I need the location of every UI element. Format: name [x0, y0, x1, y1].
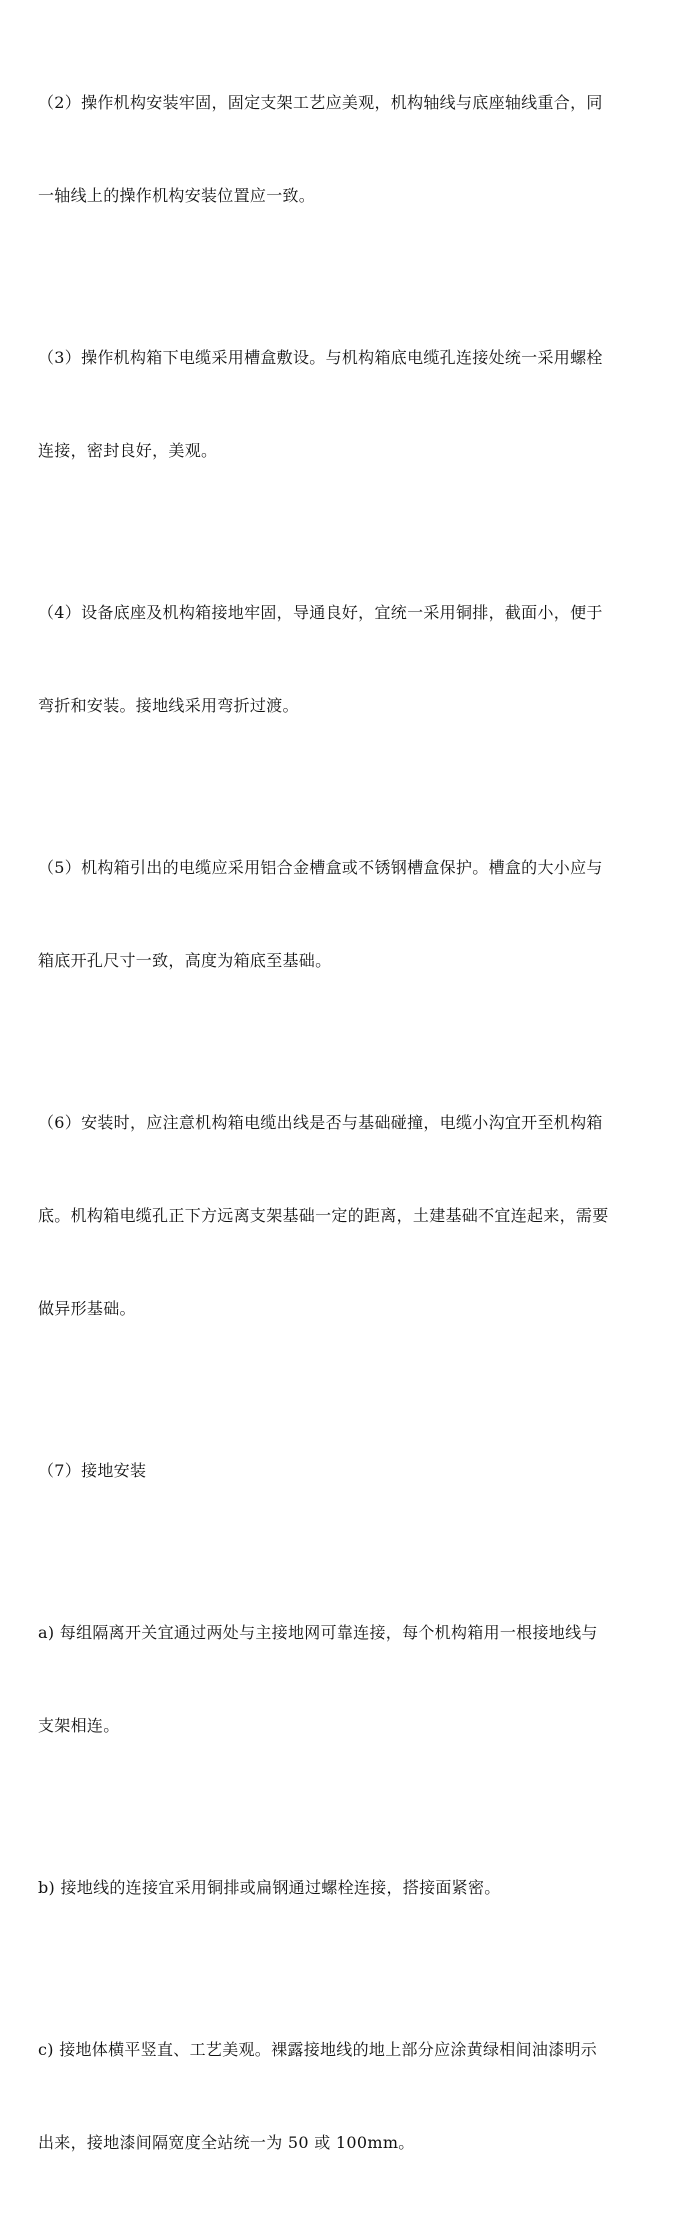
text-line: 一轴线上的操作机构安装位置应一致。	[38, 186, 316, 205]
text-line: c) 接地体横平竖直、工艺美观。裸露接地线的地上部分应涂黄绿相间油漆明示	[38, 2040, 598, 2059]
text-line: 出来，接地漆间隔宽度全站统一为 50 或 100mm。	[38, 2133, 415, 2152]
text-line: a) 每组隔离开关宜通过两处与主接地网可靠连接，每个机构箱用一根接地线与	[38, 1623, 598, 1642]
text-line: 做异形基础。	[38, 1299, 136, 1318]
paragraph-item-5	[38, 790, 664, 1038]
text-line: 支架相连。	[38, 1716, 120, 1735]
paragraph-item-4	[38, 535, 664, 783]
text-line: （3）操作机构箱下电缆采用槽盒敷设。与机构箱底电缆孔连接处统一采用螺栓	[38, 348, 603, 367]
text-line: （7）接地安装	[38, 1461, 147, 1480]
text-line: （2）操作机构安装牢固，固定支架工艺应美观，机构轴线与底座轴线重合，同	[38, 93, 603, 112]
text-line: （4）设备底座及机构箱接地牢固，导通良好，宜统一采用铜排，截面小，便于	[38, 603, 603, 622]
list-item-b	[38, 1810, 664, 1965]
paragraph-item-2	[38, 25, 664, 273]
text-line: 连接，密封良好，美观。	[38, 441, 218, 460]
list-item-a	[38, 1555, 664, 1803]
paragraph-item-3	[38, 280, 664, 528]
text-line: 底。机构箱电缆孔正下方远离支架基础一定的距离，土建基础不宜连起来，需要	[38, 1206, 609, 1225]
paragraph-item-6	[38, 1045, 664, 1386]
text-line: （6）安装时，应注意机构箱电缆出线是否与基础碰撞，电缆小沟宜开至机构箱	[38, 1113, 603, 1132]
text-line: 箱底开孔尺寸一致，高度为箱底至基础。	[38, 951, 332, 970]
text-line: （5）机构箱引出的电缆应采用铝合金槽盒或不锈钢槽盒保护。槽盒的大小应与	[38, 858, 603, 877]
section-heading-grounding	[38, 1393, 664, 1548]
list-item-c	[38, 1972, 664, 2220]
text-line: 弯折和安装。接地线采用弯折过渡。	[38, 696, 299, 715]
document-body	[38, 25, 664, 2227]
text-line: b) 接地线的连接宜采用铜排或扁钢通过螺栓连接，搭接面紧密。	[38, 1878, 501, 1897]
